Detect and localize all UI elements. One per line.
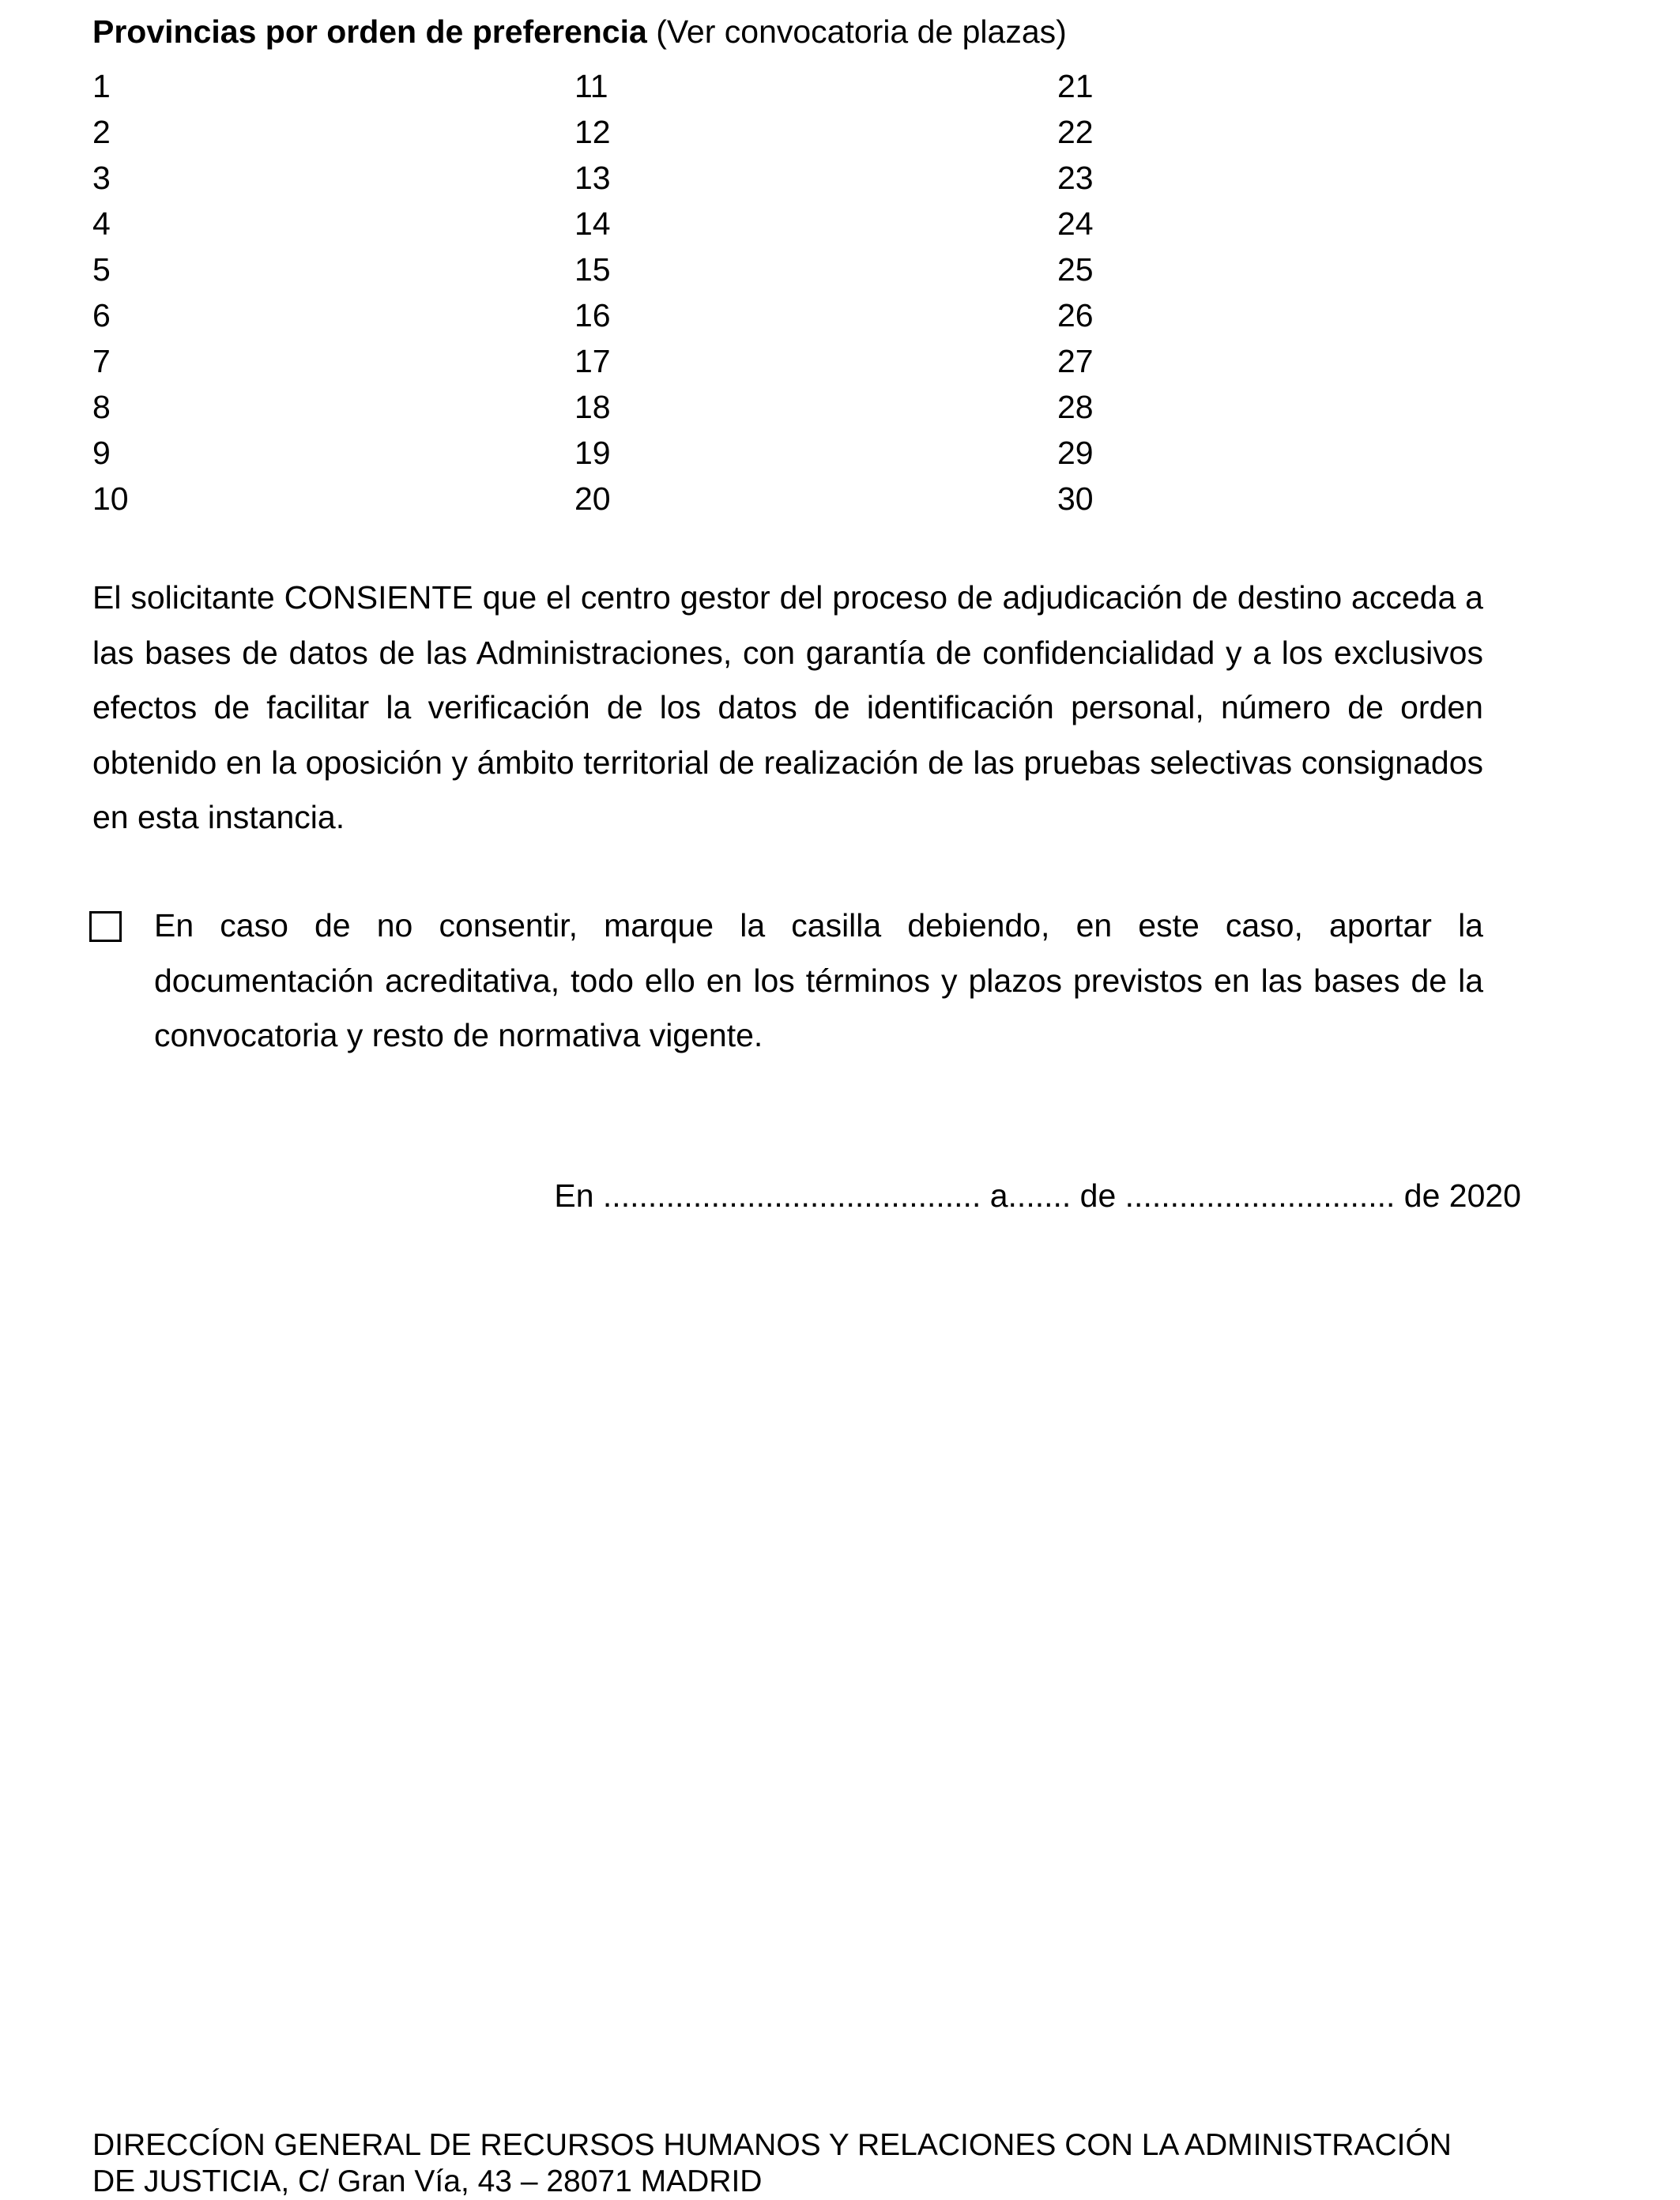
consent-paragraph: El solicitante CONSIENTE que el centro gestor del proceso de adjudicación de destino acceda a las bases de datos de las Administraciones, con garantía de confidencialidad y a los exclusivos efectos de facilitar la verificación de los datos de identificación personal, número de orden obtenido en la oposición y ámbito territorial de realización de las pruebas selectivas consignados en esta instancia. [92, 579, 1483, 835]
province-slot: 1 [92, 68, 111, 104]
province-column-3 [1057, 63, 1094, 522]
place-date-line: En .......................................... a....... de .............................. de 2020 [554, 1177, 1521, 1214]
province-slot: 13 [574, 160, 611, 196]
province-slot: 23 [1057, 160, 1094, 196]
province-column-2 [574, 63, 611, 522]
province-slot: 19 [574, 435, 611, 471]
province-slot: 14 [574, 205, 611, 242]
province-slot: 20 [574, 480, 611, 517]
heading-bold: Provincias por orden de preferencia [92, 13, 647, 50]
province-slot: 5 [92, 251, 111, 288]
province-slot: 11 [574, 68, 608, 104]
province-slot: 10 [92, 480, 129, 517]
no-consent-checkbox[interactable] [89, 911, 122, 942]
province-slot: 3 [92, 160, 111, 196]
footer-line-2: DE JUSTICIA, C/ Gran Vía, 43 – 28071 MADRID [92, 2164, 763, 2198]
province-slot: 9 [92, 435, 111, 471]
heading-note: (Ver convocatoria de plazas) [646, 13, 1067, 50]
province-slot: 6 [92, 297, 111, 333]
province-slot: 27 [1057, 343, 1094, 379]
province-slot: 26 [1057, 297, 1094, 333]
province-slot: 18 [574, 389, 611, 425]
footer-address [92, 2127, 1452, 2200]
province-slot: 21 [1057, 68, 1094, 104]
province-slot: 15 [574, 251, 611, 288]
province-slot: 24 [1057, 205, 1094, 242]
province-slot: 2 [92, 114, 111, 150]
section-heading [92, 11, 1067, 52]
province-slot: 4 [92, 205, 111, 242]
province-slot: 8 [92, 389, 111, 425]
province-slot: 7 [92, 343, 111, 379]
province-slot: 30 [1057, 480, 1094, 517]
no-consent-paragraph: En caso de no consentir, marque la casilla debiendo, en este caso, aportar la documentación acreditativa, todo ello en los términos y plazos previstos en las bases de la convocatoria y resto de normativa vigente. [154, 907, 1483, 1053]
province-column-1 [92, 63, 129, 522]
footer-line-1: DIRECCÍON GENERAL DE RECURSOS HUMANOS Y RELACIONES CON LA ADMINISTRACIÓN [92, 2128, 1452, 2162]
province-slot: 17 [574, 343, 611, 379]
province-slot: 25 [1057, 251, 1094, 288]
province-slot: 12 [574, 114, 611, 150]
province-slot: 29 [1057, 435, 1094, 471]
province-slot: 22 [1057, 114, 1094, 150]
province-slot: 28 [1057, 389, 1094, 425]
province-slot: 16 [574, 297, 611, 333]
